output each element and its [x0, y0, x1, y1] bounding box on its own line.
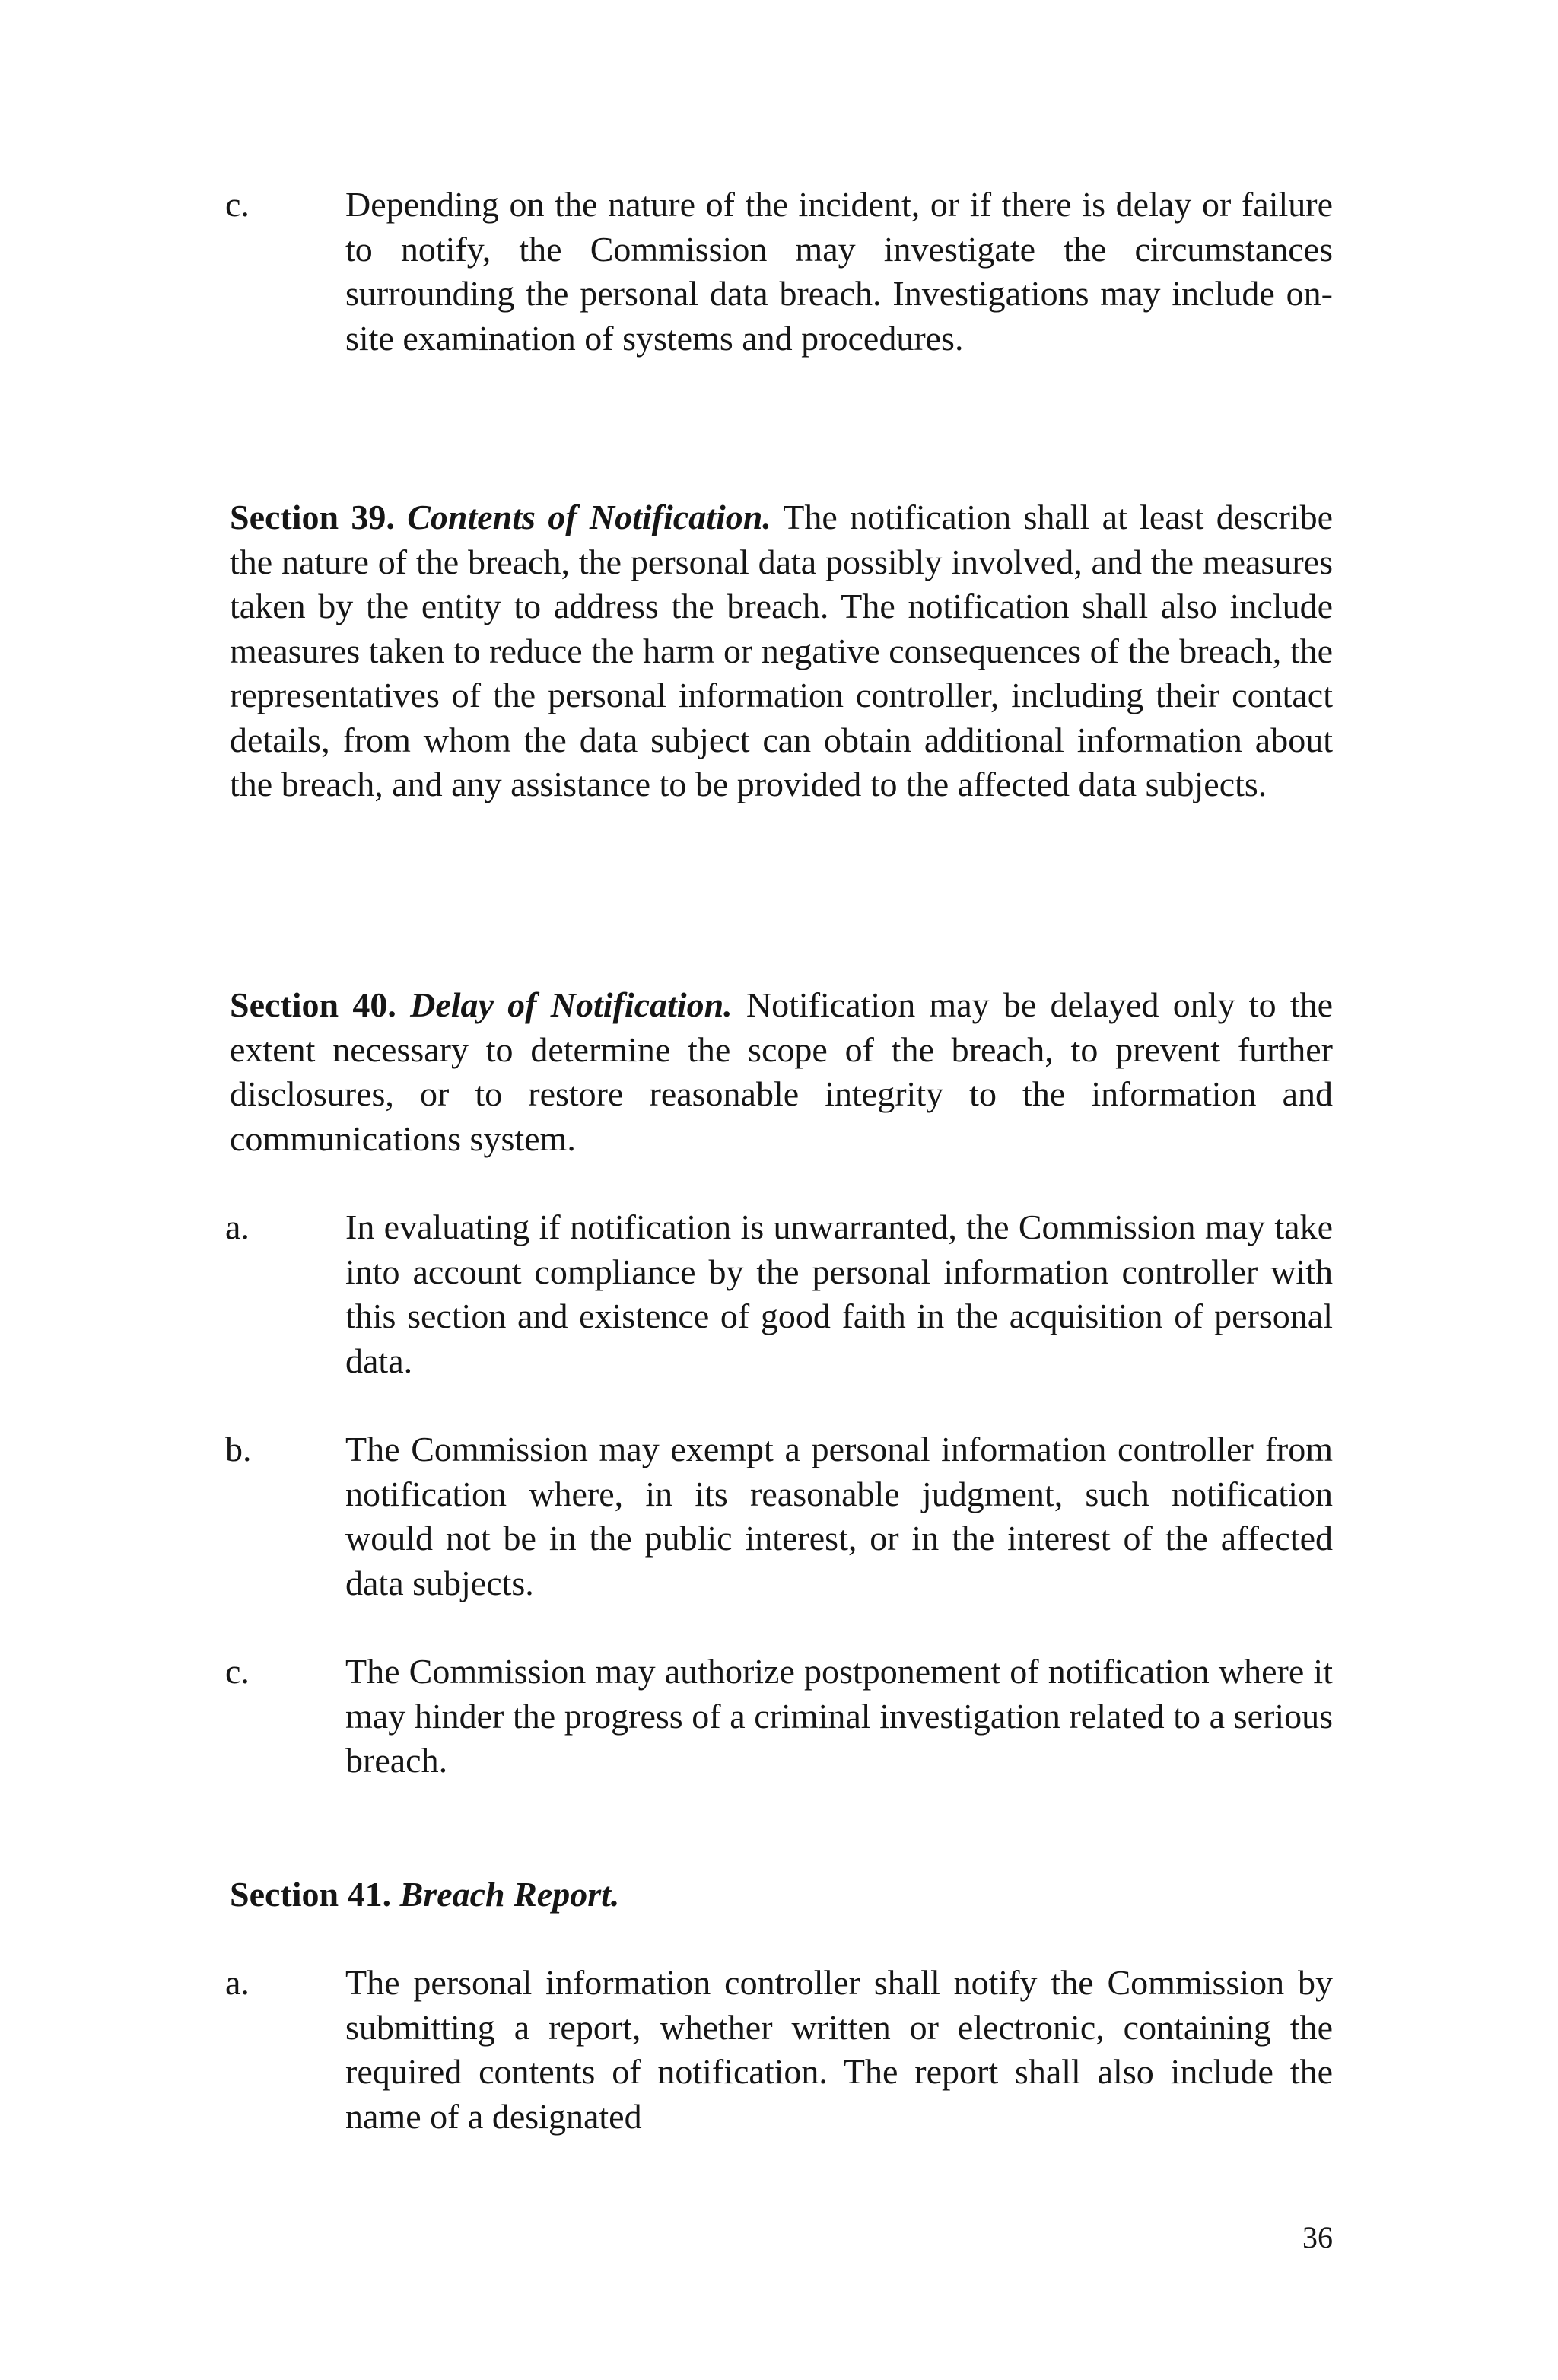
section-title: Contents of Notification. [407, 498, 771, 536]
section-number: Section 40. [230, 985, 396, 1024]
item-letter: c. [225, 185, 250, 224]
section-41-heading [230, 1873, 1333, 1917]
section-title: Delay of Notification. [410, 985, 733, 1024]
list-item [225, 183, 1333, 361]
list-item [225, 1427, 1333, 1605]
list-item [225, 1205, 1333, 1383]
section-39-paragraph [230, 495, 1333, 807]
section-40-paragraph [230, 983, 1333, 1161]
item-letter: c. [225, 1652, 250, 1691]
section-number: Section 39. [230, 498, 395, 536]
list-item [225, 1961, 1333, 2139]
section-text: Notification may be delayed only to the extent necessary to determine the scope of the breach, to prevent further disclosures, or to restore reasonable integrity to the information and communications system. [230, 985, 1334, 1158]
item-letter: a. [225, 1208, 250, 1246]
page-number: 36 [1302, 2220, 1333, 2254]
item-text: The personal information controller shall notify the Commission by submitting a report, whether written or electronic, containing the required contents of notification. The report shall also include the name of a designated [345, 1963, 1333, 2136]
section-text: The notification shall at least describe the nature of the breach, the personal data possibly involved, and the measures taken by the entity to address the breach. The notification shall also include measures taken to reduce the harm or negative consequences of the breach, the representatives of the personal information controller, including their contact details, from whom the data subject can obtain additional information about the breach, and any assistance to be provided to the affected data subjects. [230, 498, 1334, 803]
item-text: The Commission may exempt a personal information controller from notification where, in its reasonable judgment, such notification would not be in the public interest, or in the interest of the affected data subjects. [345, 1430, 1333, 1602]
item-text: Depending on the nature of the incident, or if there is delay or failure to notify, the Commission may investigate the circumstances surrounding the personal data breach. Investigations may include on-site examination of systems and procedures. [345, 185, 1333, 358]
item-letter: a. [225, 1963, 250, 2002]
item-text: The Commission may authorize postponement of notification where it may hinder the progress of a criminal investigation related to a serious breach. [345, 1652, 1333, 1780]
item-letter: b. [225, 1430, 252, 1468]
section-number: Section 41. [230, 1875, 392, 1914]
item-text: In evaluating if notification is unwarranted, the Commission may take into account compliance by the personal information controller with this section and existence of good faith in the acquisition of personal data. [345, 1208, 1333, 1380]
section-title: Breach Report. [399, 1875, 620, 1914]
list-item [225, 1650, 1333, 1783]
